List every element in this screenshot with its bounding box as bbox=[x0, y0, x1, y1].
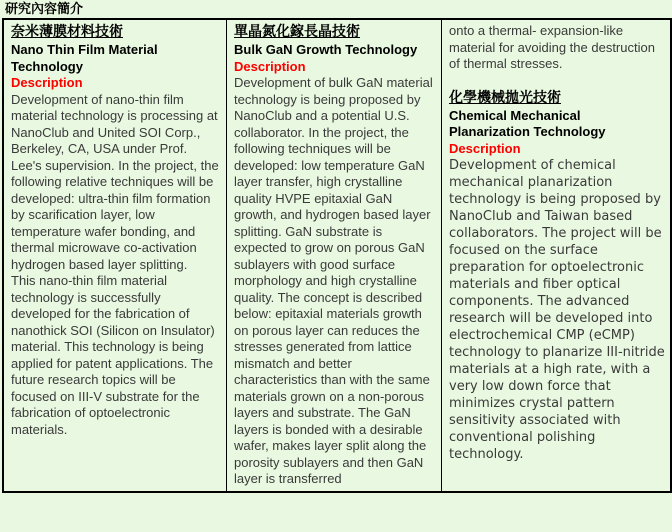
heading-en-cmp: Chemical Mechanical Planarization Technology bbox=[449, 107, 606, 139]
heading-zh-bulk-gan: 單晶氮化鎵長晶技術 bbox=[234, 24, 360, 40]
description-label-bulk-gan: Description bbox=[234, 58, 306, 74]
paragraph-continuation-thermal-stresses: onto a thermal- expansion-like material for avoiding the destruction of thermal stresses. bbox=[449, 23, 655, 71]
column-chemical-mechanical-planarization bbox=[442, 19, 672, 492]
heading-en-bulk-gan: Bulk GaN Growth Technology bbox=[234, 42, 418, 57]
paragraph-nano-thin-film-1: Development of nano-thin film material technology is processing at NanoClub and United SOI Corp., Berkeley, CA, USA under Prof. Lee's supervision. In the project, the following relative techniques will be developed: ultra-thin film formation by scarification layer, low temperature wafer bonding, and thermal microwave co-activation hydrogen based layer splitting. bbox=[11, 91, 219, 272]
heading-en-nano-thin-film: Nano Thin Film Material Technology bbox=[11, 42, 158, 74]
heading-zh-cmp: 化學機械拋光技術 bbox=[449, 89, 561, 106]
paragraph-cmp-1: Development of chemical mechanical planarization technology is being proposed by NanoClub and Taiwan based collaborators. The project will be focused on the surface preparation for optoelectronic materials and fiber optical components. The advanced research will be developed into electrochemical CMP (eCMP) technology to planarize III-nitride materials at a high rate, with a very low down force that minimizes crystal pattern sensitivity associated with conventional polishing technology. bbox=[449, 158, 665, 462]
column-bulk-gan-growth bbox=[227, 19, 442, 492]
content-table bbox=[2, 18, 672, 493]
page-title: 研究內容簡介 bbox=[5, 2, 84, 17]
column-nano-thin-film bbox=[3, 19, 227, 492]
heading-zh-nano-thin-film: 奈米薄膜材料技術 bbox=[11, 24, 123, 40]
paragraph-bulk-gan-1: Development of bulk GaN material technology is being proposed by NanoClub and a potential U.S. collaborator. In the project, the following techniques will be developed: low temperature GaN layer transfer, high crystalline quality HVPE epitaxial GaN growth, and hydrogen based layer splitting. GaN substrate is expected to grow on porous GaN sublayers with good surface morphology and high crystalline quality. The concept is described below: epitaxial materials growth on porous layer can reduces the stresses generated from lattice mismatch and better characteristics than with the same materials grown on a non-porous layers and substrate. The GaN layers is bonded with a desirable wafer, makes layer split along the porosity sublayers and then GaN layer is transferred bbox=[234, 75, 433, 486]
description-label-nano-thin-film: Description bbox=[11, 75, 83, 90]
table-row bbox=[3, 19, 671, 492]
description-label-cmp: Description bbox=[449, 140, 521, 156]
paragraph-nano-thin-film-2: This nano-thin film material technology is successfully developed for the fabrication of nanothick SOI (Silicon on Insulator) material. This technology is being applied for patent applications. The future research topics will be focused on III-V substrate for the fabrication of optoelectronic materials. bbox=[11, 273, 215, 437]
